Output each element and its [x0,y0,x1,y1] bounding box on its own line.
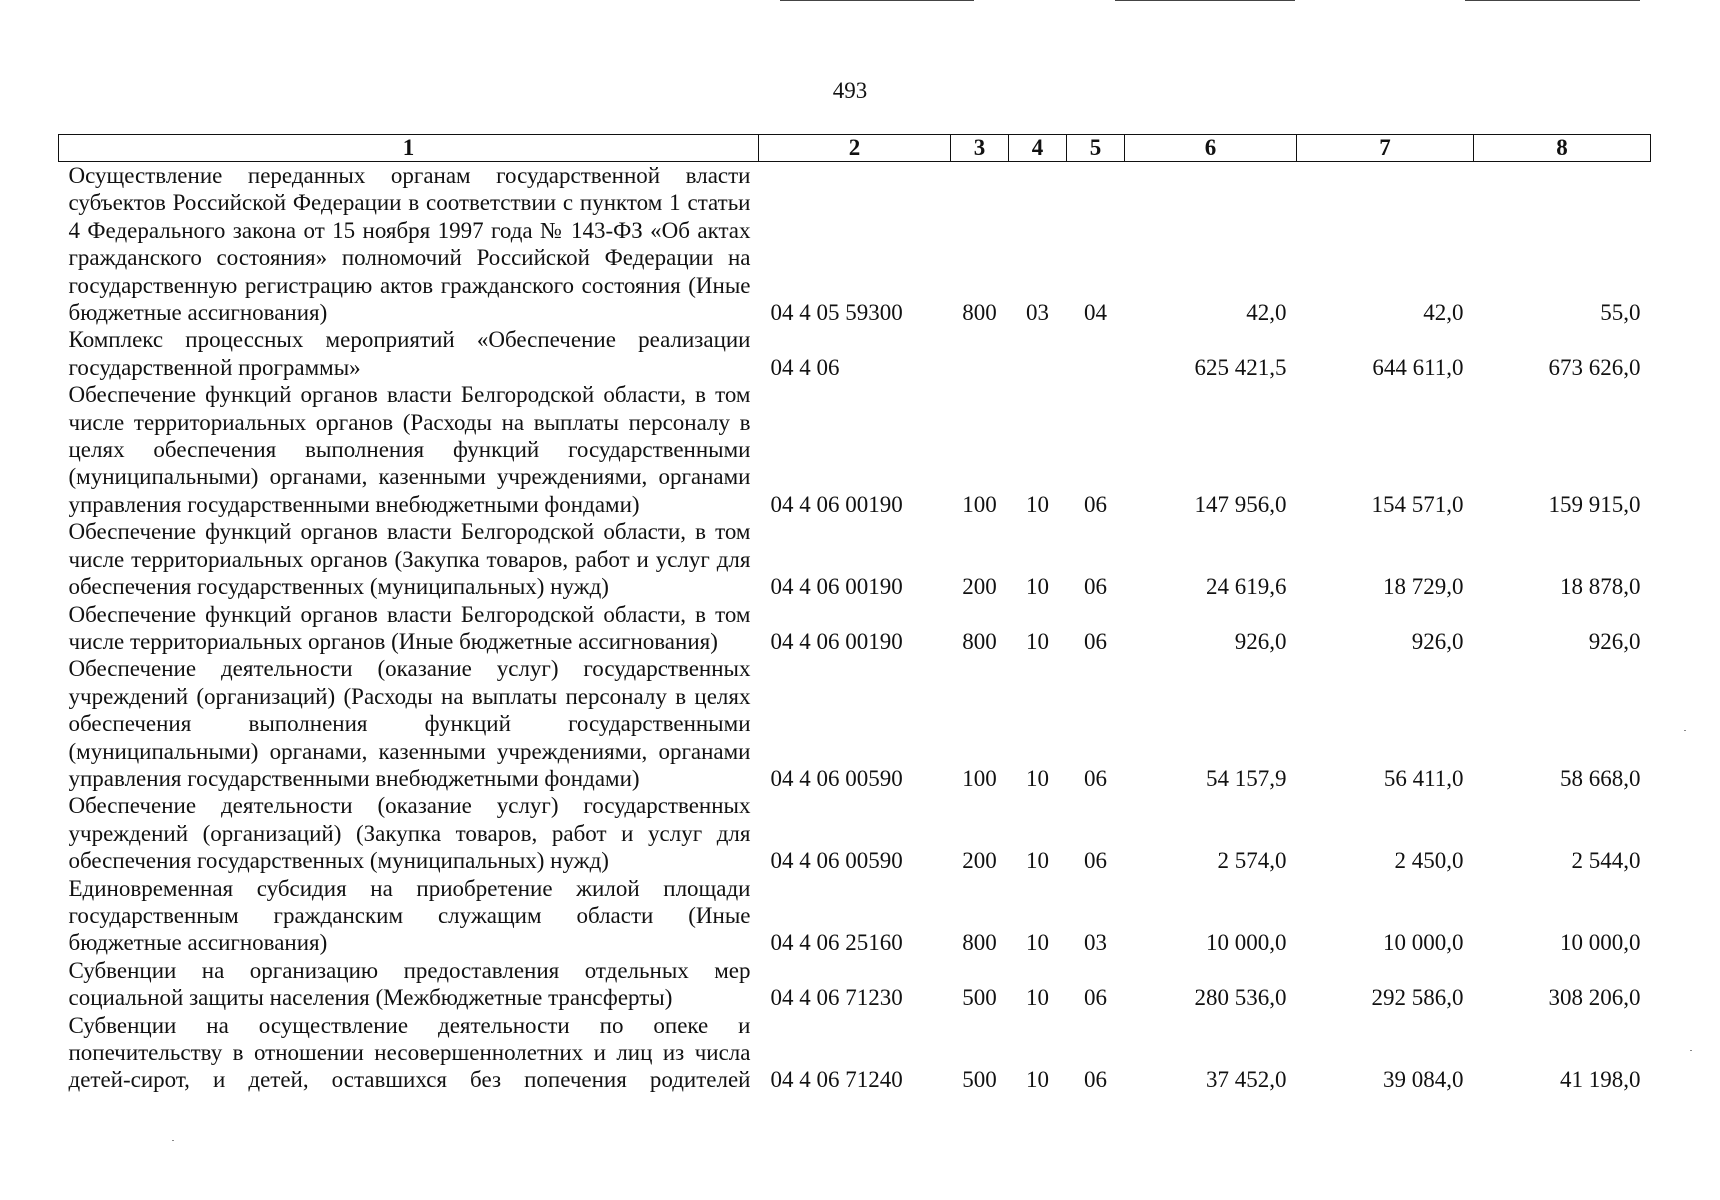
row-value-8: 55,0 [1600,300,1641,326]
column-header-5: 5 [1067,135,1125,162]
row-column-3: 800 [962,628,997,654]
row-column-3: 500 [962,985,997,1011]
row-value-8: 926,0 [1588,628,1641,654]
row-value-7: 42,0 [1423,300,1464,326]
table-row [59,518,1651,600]
row-value-7: 18 729,0 [1383,574,1464,600]
row-value-8: 58 668,0 [1560,765,1641,791]
table-row [59,326,1651,381]
row-description: Обеспечение функций органов власти Белгородской области, в том числе территориальных органов (Закупка товаров, работ и услуг для обеспечения государственных (муниципальных) нужд) [68,519,751,600]
row-column-4: 10 [1026,765,1049,791]
row-column-4: 10 [1026,848,1049,874]
row-column-4: 03 [1026,300,1049,326]
row-value-6: 54 157,9 [1206,765,1287,791]
row-code: 04 4 06 00590 [770,848,903,874]
row-column-3: 200 [962,574,997,600]
row-value-8: 18 878,0 [1560,574,1641,600]
row-description: Субвенции на организацию предоставления отдельных мер социальной защиты населения (Межбюджетные трансферты) [68,957,751,1011]
row-value-8: 308 206,0 [1548,985,1641,1011]
row-column-5: 06 [1084,574,1107,600]
row-column-5: 06 [1084,985,1107,1011]
row-column-3: 200 [962,848,997,874]
row-value-8: 10 000,0 [1560,930,1641,956]
column-header-7: 7 [1297,135,1474,162]
page-number: 493 [832,78,868,103]
row-description: Осуществление переданных органам государственной власти субъектов Российской Федерации в соответствии с пунктом 1 статьи 4 Федерального закона от 15 ноября 1997 года № 143-ФЗ «Об актах гражданского состояния» полномочий Российской Федерации на государственную регистрацию актов гражданского состояния (Иные бюджетные ассигнования) [68,163,751,326]
table-row [59,875,1651,957]
scan-speck [172,1140,174,1141]
table-row [59,162,1651,327]
table-row [59,1012,1651,1094]
table-row [59,381,1651,518]
row-value-7: 926,0 [1411,628,1464,654]
row-column-4: 10 [1026,491,1049,517]
row-code: 04 4 05 59300 [770,300,903,326]
row-column-3: 800 [962,300,997,326]
row-column-4: 10 [1026,574,1049,600]
row-code: 04 4 06 71230 [770,985,903,1011]
row-value-7: 292 586,0 [1371,985,1464,1011]
row-value-6: 42,0 [1246,300,1287,326]
row-description: Обеспечение функций органов власти Белгородской области, в том числе территориальных органов (Расходы на выплаты персоналу в целях обеспечения выполнения функций государственными (муниципальными) органами, казенными учреждениями, органами управления государственными внебюджетными фондами) [68,382,751,517]
table-row [59,655,1651,792]
row-description: Субвенции на осуществление деятельности по опеке и попечительству в отношении несовершеннолетних и лиц из числа детей-сирот, и детей, оставшихся без попечения родителей [68,1012,751,1093]
row-value-6: 10 000,0 [1206,930,1287,956]
column-header-8: 8 [1474,135,1651,162]
row-code: 04 4 06 00190 [770,628,903,654]
row-code: 04 4 06 [770,354,840,380]
row-value-6: 37 452,0 [1206,1067,1287,1093]
budget-table [58,134,1651,1094]
row-value-7: 644 611,0 [1372,354,1464,380]
row-column-4: 10 [1026,930,1049,956]
row-column-5 [1067,326,1125,381]
row-value-8: 41 198,0 [1560,1067,1641,1093]
table-body [59,162,1651,1094]
row-description: Комплекс процессных мероприятий «Обеспечение реализации государственной программы» [68,327,751,380]
row-value-6: 280 536,0 [1194,985,1287,1011]
column-header-4: 4 [1009,135,1067,162]
row-column-5: 06 [1084,765,1107,791]
row-value-6: 24 619,6 [1206,574,1287,600]
column-header-3: 3 [951,135,1009,162]
row-code: 04 4 06 00190 [770,491,903,517]
row-code: 04 4 06 71240 [770,1067,903,1093]
row-column-5: 06 [1084,848,1107,874]
row-value-7: 10 000,0 [1383,930,1464,956]
row-description: Обеспечение функций органов власти Белгородской области, в том числе территориальных органов (Иные бюджетные ассигнования) [68,601,751,654]
top-rule-3 [1465,0,1640,1]
row-description: Обеспечение деятельности (оказание услуг) государственных учреждений (организаций) (Закупка товаров, работ и услуг для обеспечения государственных (муниципальных) нужд) [68,793,751,874]
scan-speck [1690,1050,1692,1051]
row-value-8: 159 915,0 [1548,491,1641,517]
row-code: 04 4 06 00590 [770,765,903,791]
top-rule-1 [780,0,974,1]
row-code: 04 4 06 00190 [770,574,903,600]
row-value-7: 56 411,0 [1383,765,1464,791]
row-column-3: 100 [962,765,997,791]
row-value-6: 625 421,5 [1194,354,1287,380]
row-value-7: 39 084,0 [1383,1067,1464,1093]
row-description: Единовременная субсидия на приобретение жилой площади государственным гражданским служащим области (Иные бюджетные ассигнования) [68,875,751,956]
scan-speck [1684,730,1686,731]
row-value-6: 147 956,0 [1194,491,1287,517]
row-value-7: 2 450,0 [1394,848,1464,874]
row-value-6: 2 574,0 [1217,848,1287,874]
row-value-6: 926,0 [1234,628,1287,654]
row-code: 04 4 06 25160 [770,930,903,956]
row-column-5: 06 [1084,491,1107,517]
row-value-8: 673 626,0 [1548,354,1641,380]
row-column-4: 10 [1026,628,1049,654]
top-rule-2 [1115,0,1295,1]
row-column-3: 500 [962,1067,997,1093]
row-column-4: 10 [1026,985,1049,1011]
row-column-3: 800 [962,930,997,956]
row-column-5: 06 [1084,1067,1107,1093]
row-column-5: 06 [1084,628,1107,654]
row-column-4 [1009,326,1067,381]
row-value-8: 2 544,0 [1571,848,1641,874]
column-header-1: 1 [59,135,759,162]
table-row [59,601,1651,656]
row-column-4: 10 [1026,1067,1049,1093]
column-header-6: 6 [1125,135,1297,162]
column-header-2: 2 [759,135,951,162]
header-row [59,135,1651,162]
row-description: Обеспечение деятельности (оказание услуг) государственных учреждений (организаций) (Расходы на выплаты персоналу в целях обеспечения выполнения функций государственными (муниципальными) органами, казенными учреждениями, органами управления государственными внебюджетными фондами) [68,656,751,791]
row-column-3 [951,326,1009,381]
row-column-5: 03 [1084,930,1107,956]
row-column-3: 100 [962,491,997,517]
table-row [59,792,1651,874]
table-row [59,957,1651,1012]
row-value-7: 154 571,0 [1371,491,1464,517]
row-column-5: 04 [1084,300,1107,326]
